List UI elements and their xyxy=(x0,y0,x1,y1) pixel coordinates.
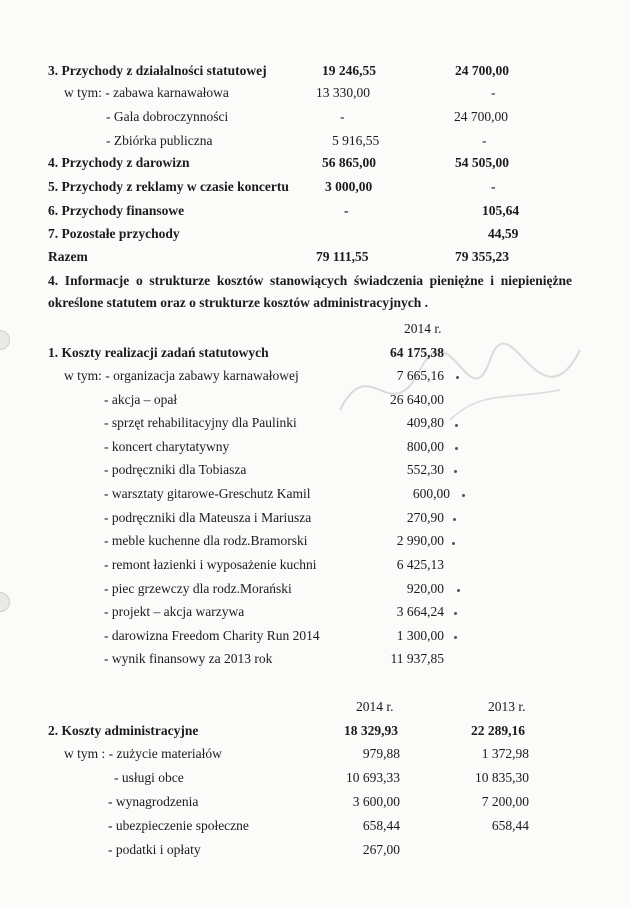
section-4-line-1: 4. Informacje o strukturze kosztów stanowiących świadczenia pieniężne i niepieniężne xyxy=(48,273,572,288)
pen-tick xyxy=(452,542,455,545)
value-2013: 24 700,00 xyxy=(455,63,509,78)
item-label: - podatki i opłaty xyxy=(108,842,201,857)
statutory-item xyxy=(0,554,630,576)
income-row xyxy=(0,200,630,222)
item-value: 920,00 xyxy=(406,581,444,596)
pen-tick xyxy=(453,518,456,521)
item-label: - warsztaty gitarowe-Greschutz Kamil xyxy=(104,486,311,501)
value-2014: 979,88 xyxy=(362,746,400,761)
value-2014: 3 600,00 xyxy=(352,794,400,809)
value-2013: 44,59 xyxy=(488,226,519,241)
year-header-2013: 2013 r. xyxy=(488,699,526,714)
value-2013: - xyxy=(482,133,487,148)
income-row xyxy=(0,82,630,104)
item-label: - koncert charytatywny xyxy=(104,439,230,454)
value-2013: 105,64 xyxy=(482,203,520,218)
item-value: 552,30 xyxy=(406,462,444,477)
income-row xyxy=(0,152,630,174)
section-4-line-2: określone statutem oraz o strukturze kosztów administracyjnych . xyxy=(48,295,428,310)
item-label: - akcja – opał xyxy=(104,392,178,407)
row-label: 3. Przychody z działalności statutowej xyxy=(48,63,267,78)
income-row xyxy=(0,176,630,198)
statutory-item xyxy=(0,389,630,411)
income-total-row xyxy=(0,246,630,268)
row-label: 7. Pozostałe przychody xyxy=(48,226,180,241)
statutory-item xyxy=(0,436,630,458)
statutory-item xyxy=(0,412,630,434)
admin-item xyxy=(0,839,630,861)
statutory-item xyxy=(0,483,630,505)
row-label: - Zbiórka publiczna xyxy=(106,133,213,148)
value-2013: 7 200,00 xyxy=(481,794,529,809)
year-header: 2014 r. xyxy=(404,321,442,336)
item-value: 600,00 xyxy=(412,486,450,501)
row-label: Razem xyxy=(48,249,88,264)
value-2014: - xyxy=(344,203,349,218)
income-row xyxy=(0,106,630,128)
value-2013: 79 355,23 xyxy=(455,249,509,264)
pen-tick xyxy=(455,424,458,427)
item-value: 409,80 xyxy=(406,415,444,430)
statutory-year-header xyxy=(0,318,630,340)
item-label: - wynik finansowy za 2013 rok xyxy=(104,651,273,666)
value-2014: 658,44 xyxy=(362,818,400,833)
section-4-heading xyxy=(48,270,572,314)
item-value: 800,00 xyxy=(406,439,444,454)
value-2013: - xyxy=(491,85,496,100)
value-2013: 10 835,30 xyxy=(475,770,529,785)
item-label: - wynagrodzenia xyxy=(108,794,199,809)
statutory-item xyxy=(0,530,630,552)
statutory-title-row xyxy=(0,342,630,364)
statutory-item xyxy=(0,648,630,670)
item-label: - piec grzewczy dla rodz.Morański xyxy=(104,581,292,596)
item-label: - usługi obce xyxy=(114,770,184,785)
pen-tick xyxy=(454,636,457,639)
value-2014: 267,00 xyxy=(362,842,400,857)
item-value: 6 425,13 xyxy=(396,557,444,572)
income-row xyxy=(0,223,630,245)
pen-tick xyxy=(454,470,457,473)
item-value: 2 990,00 xyxy=(396,533,444,548)
item-value: 26 640,00 xyxy=(390,392,444,407)
statutory-item xyxy=(0,578,630,600)
pen-tick xyxy=(462,494,465,497)
item-label: - ubezpieczenie społeczne xyxy=(108,818,249,833)
statutory-item xyxy=(0,507,630,529)
section-title: 2. Koszty administracyjne xyxy=(48,723,199,738)
value-2014: 79 111,55 xyxy=(316,249,369,264)
admin-title-row xyxy=(0,720,630,742)
statutory-item xyxy=(0,625,630,647)
item-label: - remont łazienki i wyposażenie kuchni xyxy=(104,557,317,572)
admin-item xyxy=(0,815,630,837)
admin-item xyxy=(0,791,630,813)
total-2013: 22 289,16 xyxy=(471,723,525,738)
value-2014: - xyxy=(340,109,345,124)
item-label: w tym: - organizacja zabawy karnawałowej xyxy=(64,368,299,383)
item-label: - podręczniki dla Tobiasza xyxy=(104,462,247,477)
statutory-item xyxy=(0,601,630,623)
value-2013: 54 505,00 xyxy=(455,155,509,170)
statutory-item xyxy=(0,365,630,387)
value-2014: 56 865,00 xyxy=(322,155,376,170)
item-label: - projekt – akcja warzywa xyxy=(104,604,245,619)
item-value: 270,90 xyxy=(406,510,444,525)
value-2014: 19 246,55 xyxy=(322,63,376,78)
item-label: - meble kuchenne dla rodz.Bramorski xyxy=(104,533,308,548)
row-label: - Gala dobroczynności xyxy=(106,109,229,124)
item-label: - darowizna Freedom Charity Run 2014 xyxy=(104,628,320,643)
statutory-item xyxy=(0,459,630,481)
year-header-2014: 2014 r. xyxy=(356,699,394,714)
section-title: 1. Koszty realizacji zadań statutowych xyxy=(48,345,269,360)
total-2014: 18 329,93 xyxy=(344,723,398,738)
pen-tick xyxy=(455,447,458,450)
value-2014: 10 693,33 xyxy=(346,770,400,785)
value-2013: - xyxy=(491,179,496,194)
pen-tick xyxy=(457,589,460,592)
item-value: 7 665,16 xyxy=(396,368,444,383)
item-label: - podręczniki dla Mateusza i Mariusza xyxy=(104,510,312,525)
item-value: 3 664,24 xyxy=(396,604,444,619)
value-2013: 24 700,00 xyxy=(454,109,508,124)
admin-item xyxy=(0,767,630,789)
admin-item xyxy=(0,743,630,765)
value-2014: 3 000,00 xyxy=(325,179,373,194)
income-row xyxy=(0,60,630,82)
row-label: 4. Przychody z darowizn xyxy=(48,155,190,170)
value-2014: 13 330,00 xyxy=(316,85,370,100)
pen-tick xyxy=(454,612,457,615)
item-value: 11 937,85 xyxy=(390,651,444,666)
value-2014: 5 916,55 xyxy=(332,133,380,148)
income-row xyxy=(0,130,630,152)
item-label: w tym : - zużycie materiałów xyxy=(64,746,222,761)
row-label: 5. Przychody z reklamy w czasie koncertu xyxy=(48,179,289,194)
value-2013: 1 372,98 xyxy=(481,746,529,761)
admin-year-header xyxy=(0,696,630,718)
item-value: 1 300,00 xyxy=(396,628,444,643)
pen-tick xyxy=(456,376,459,379)
section-total: 64 175,38 xyxy=(390,345,444,360)
value-2013: 658,44 xyxy=(491,818,529,833)
item-label: - sprzęt rehabilitacyjny dla Paulinki xyxy=(104,415,297,430)
row-label: 6. Przychody finansowe xyxy=(48,203,185,218)
row-label: w tym: - zabawa karnawałowa xyxy=(64,85,229,100)
